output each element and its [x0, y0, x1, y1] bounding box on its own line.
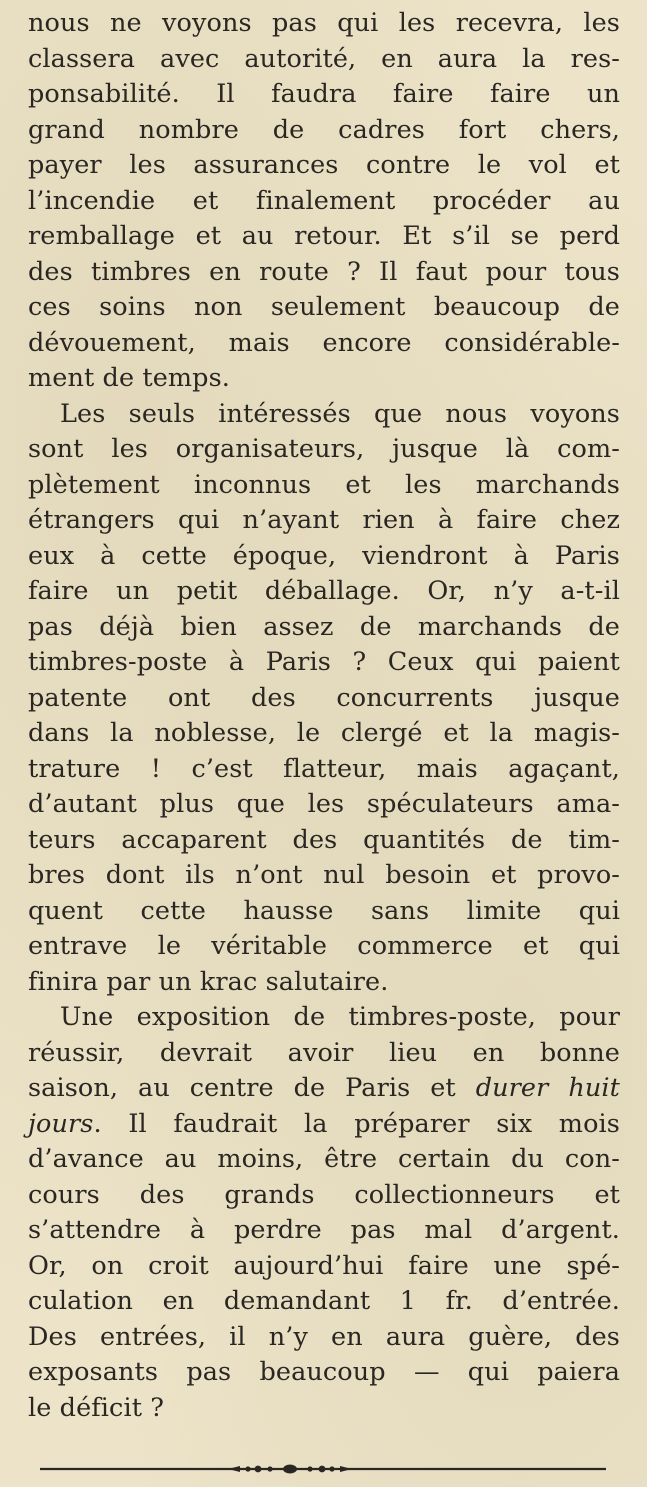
text-line: ment de temps.: [28, 363, 231, 393]
text-line: ponsabilité. Il faudra faire faire un: [28, 79, 620, 109]
text-line: remballage et au retour. Et s’il se perd: [28, 221, 620, 251]
text-line: entrave le véritable commerce et qui: [28, 931, 620, 961]
text-line: Les seuls intéressés que nous voyons: [60, 398, 620, 429]
text-line: classera avec autorité, en aura la res-: [28, 43, 620, 74]
text-line: patente ont des concurrents jusque: [28, 682, 620, 713]
ornamental-rule-icon: [40, 1462, 606, 1476]
text-line: des timbres en route ? Il faut pour tous: [28, 256, 620, 287]
paragraph-1: [28, 6, 620, 397]
text-line: finira par un krac salutaire.: [28, 966, 389, 997]
text-line: réussir, devrait avoir lieu en bonne: [28, 1037, 620, 1068]
text-line: quent cette hausse sans limite qui: [28, 895, 620, 926]
text-line: ces soins non seulement beaucoup de: [28, 292, 620, 322]
paragraph-2: [28, 397, 620, 1001]
text-line: faire un petit déballage. Or, n’y a-t-il: [28, 576, 620, 606]
text-line: teurs accaparent des quantités de tim-: [28, 824, 620, 855]
italic-word: jours: [28, 1108, 94, 1139]
text-line: dévouement, mais encore considérable-: [28, 327, 620, 358]
text-line: grand nombre de cadres fort chers,: [28, 114, 620, 145]
text-line: [28, 1071, 620, 1107]
text-line: dans la noblesse, le clergé et la magis-: [28, 718, 620, 748]
text-line: le déficit ?: [28, 1392, 165, 1423]
text-line: pas déjà bien assez de marchands de: [28, 611, 620, 642]
text-line: payer les assurances contre le vol et: [28, 150, 620, 180]
text-line: Des entrées, il n’y en aura guère, des: [28, 1321, 620, 1352]
italic-phrase: durer huit: [475, 1073, 620, 1103]
text-line: [28, 1107, 620, 1143]
text-line: trature ! c’est flatteur, mais agaçant,: [28, 753, 620, 784]
text-line: nous ne voyons pas qui les recevra, les: [28, 8, 620, 38]
paragraph-3: [28, 1000, 620, 1426]
text-line: d’autant plus que les spéculateurs ama-: [28, 789, 620, 819]
text-line: sont les organisateurs, jusque là com-: [28, 434, 620, 464]
text-line: eux à cette époque, viendront à Paris: [28, 540, 620, 571]
article-text: [28, 6, 620, 1426]
text-line: Une exposition de timbres-poste, pour: [60, 1002, 620, 1032]
text-line: Or, on croit aujourd’hui faire une spé-: [28, 1250, 620, 1281]
text-line: plètement inconnus et les marchands: [28, 469, 620, 500]
text-span: saison, au centre de Paris et: [28, 1073, 456, 1103]
text-line: timbres-poste à Paris ? Ceux qui paient: [28, 647, 620, 677]
text-line: culation en demandant 1 fr. d’entrée.: [28, 1286, 620, 1316]
text-line: s’attendre à perdre pas mal d’argent.: [28, 1215, 620, 1245]
text-line: exposants pas beaucoup — qui paiera: [28, 1357, 620, 1387]
text-line: d’avance au moins, être certain du con-: [28, 1144, 620, 1174]
text-span: . Il faudrait la préparer six mois: [93, 1108, 620, 1139]
text-line: l’incendie et finalement procéder au: [28, 185, 620, 216]
text-line: cours des grands collectionneurs et: [28, 1179, 620, 1210]
text-line: étrangers qui n’ayant rien à faire chez: [28, 505, 620, 535]
text-line: bres dont ils n’ont nul besoin et provo-: [28, 860, 620, 890]
